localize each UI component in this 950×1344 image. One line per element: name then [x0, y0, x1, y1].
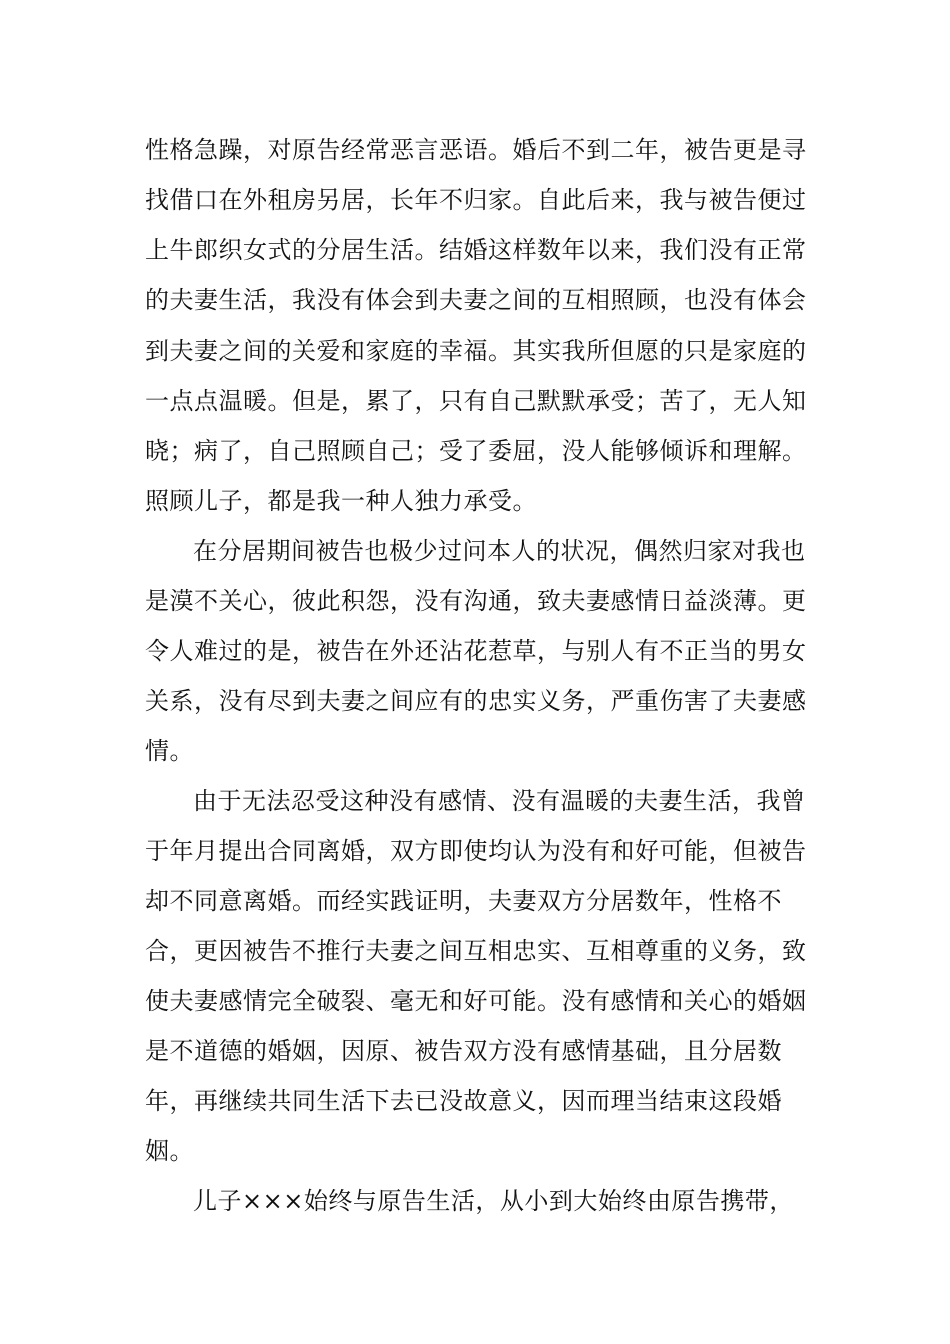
text-line: 一点点温暖。但是，累了，只有自己默默承受；苦了，无人知: [145, 387, 807, 415]
paragraph-start-line: 儿子×××始终与原告生活，从小到大始终由原告携带，: [193, 1187, 794, 1215]
text-line: 合，更因被告不推行夫妻之间互相忠实、互相尊重的义务，致: [145, 937, 807, 965]
text-line: 是不道德的婚姻，因原、被告双方没有感情基础，且分居数: [145, 1037, 782, 1065]
text-line: 年，再继续共同生活下去已没故意义，因而理当结束这段婚: [145, 1087, 782, 1115]
paragraph-start-line: 由于无法忍受这种没有感情、没有温暖的夫妻生活，我曾: [193, 787, 806, 815]
text-line: 晓；病了，自己照顾自己；受了委屈，没人能够倾诉和理解。: [145, 437, 807, 465]
text-line: 性格急躁，对原告经常恶言恶语。婚后不到二年，被告更是寻: [145, 136, 807, 164]
text-line: 情。: [145, 737, 194, 765]
text-line: 却不同意离婚。而经实践证明，夫妻双方分居数年，性格不: [145, 887, 782, 915]
text-line: 是漠不关心，彼此积怨，没有沟通，致夫妻感情日益淡薄。更: [145, 587, 807, 615]
text-line: 令人难过的是，被告在外还沾花惹草，与别人有不正当的男女: [145, 637, 807, 665]
text-line: 照顾儿子，都是我一种人独力承受。: [145, 487, 537, 515]
paragraph-start-line: 在分居期间被告也极少过问本人的状况，偶然归家对我也: [193, 537, 806, 565]
text-line: 的夫妻生活，我没有体会到夫妻之间的互相照顾，也没有体会: [145, 286, 807, 314]
text-line: 上牛郎织女式的分居生活。结婚这样数年以来，我们没有正常: [145, 236, 807, 264]
text-line: 姻。: [145, 1137, 194, 1165]
text-line: 关系，没有尽到夫妻之间应有的忠实义务，严重伤害了夫妻感: [145, 687, 807, 715]
text-line: 于年月提出合同离婚，双方即使均认为没有和好可能，但被告: [145, 837, 807, 865]
text-line: 找借口在外租房另居，长年不归家。自此后来，我与被告便过: [145, 186, 807, 214]
text-line: 到夫妻之间的关爱和家庭的幸福。其实我所但愿的只是家庭的: [145, 337, 807, 365]
text-line: 使夫妻感情完全破裂、毫无和好可能。没有感情和关心的婚姻: [145, 987, 807, 1015]
